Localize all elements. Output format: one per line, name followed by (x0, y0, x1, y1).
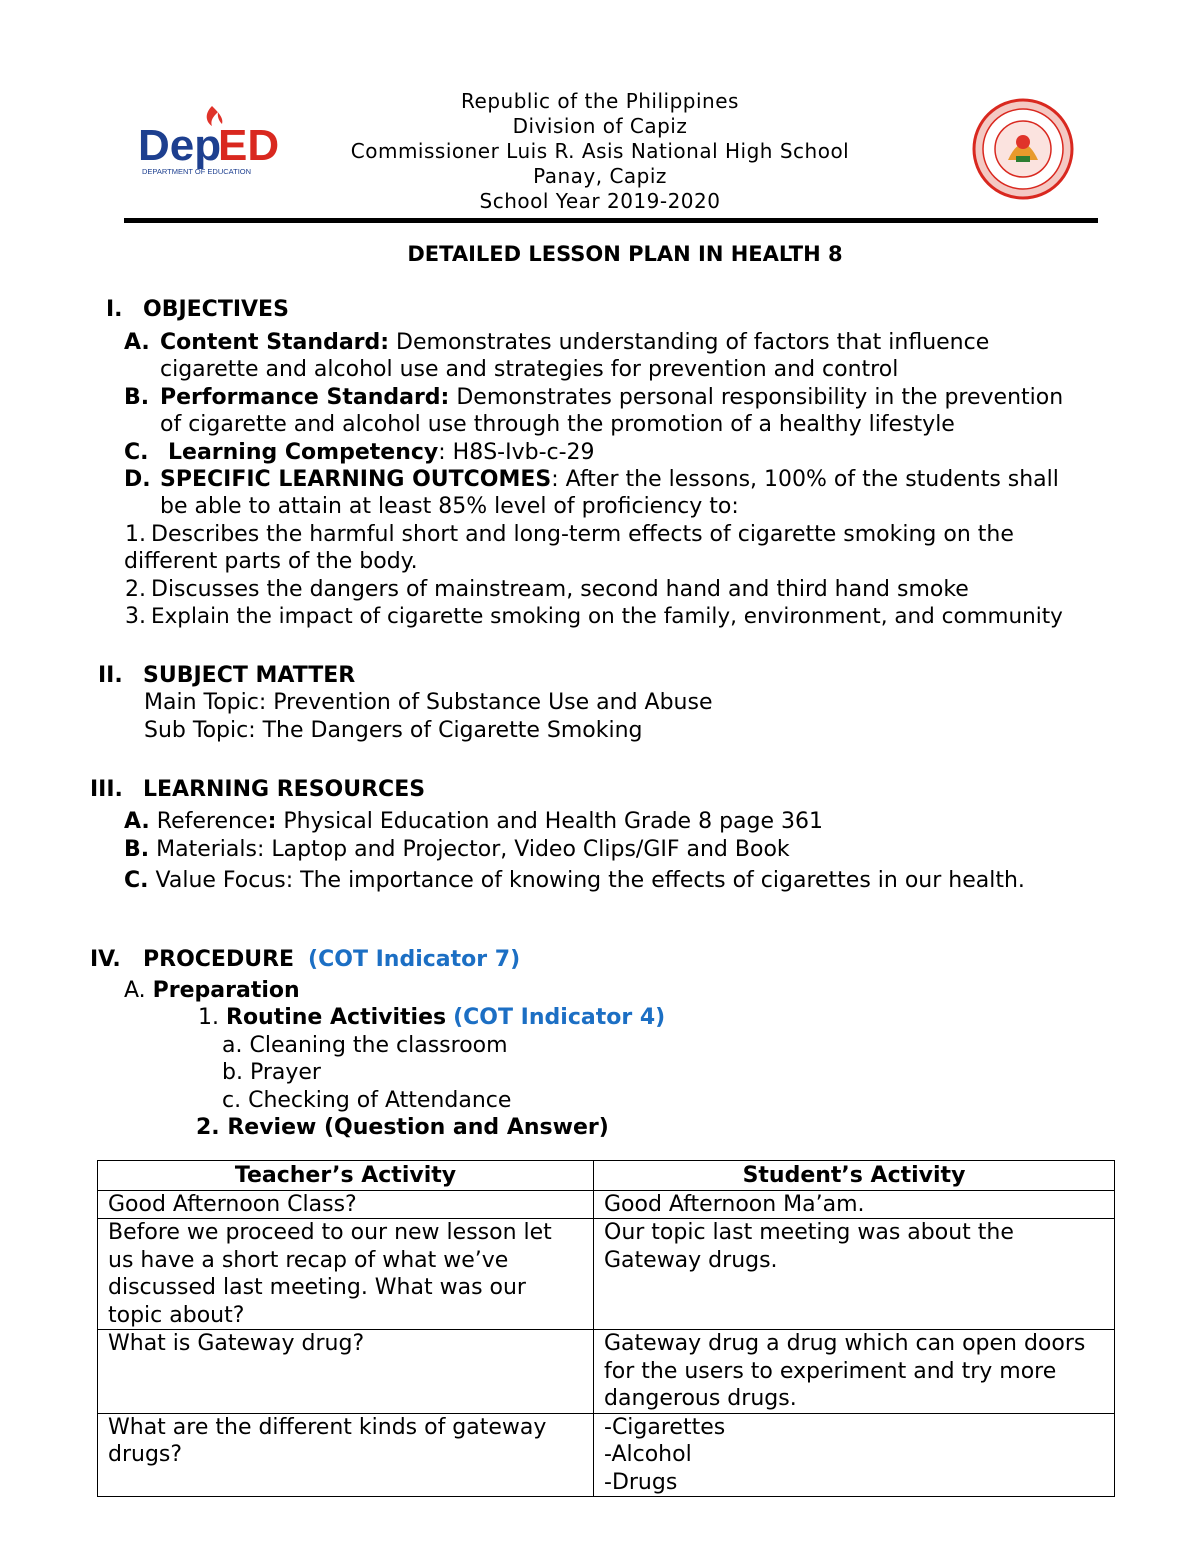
subject-matter-heading: SUBJECT MATTER (143, 663, 356, 688)
objectives-heading: OBJECTIVES (143, 297, 289, 322)
content-standard: Content Standard: Demonstrates understanding of factors that influence (160, 330, 990, 355)
content-standard-letter: A. (124, 330, 150, 355)
col-teacher-header: Teacher’s Activity (98, 1161, 594, 1191)
reference: A. Reference: Physical Education and Health Grade 8 page 361 (124, 809, 823, 834)
svg-text:ED: ED (218, 121, 280, 170)
preparation: A. Preparation (124, 978, 300, 1003)
sub-topic: Sub Topic: The Dangers of Cigarette Smoking (144, 718, 643, 743)
teacher-cell: What is Gateway drug? (98, 1330, 594, 1414)
materials: B. Materials: Laptop and Projector, Video Clips/GIF and Book (124, 837, 790, 862)
student-cell: Gateway drug a drug which can open doors for the users to experiment and try more dangerous drugs. (594, 1330, 1115, 1414)
content-standard-cont: cigarette and alcohol use and strategies for prevention and control (160, 357, 899, 382)
resources-num: III. (90, 777, 123, 802)
outcome-2-num: 2. (125, 577, 146, 602)
header-republic: Republic of the Philippines (461, 89, 739, 113)
activity-table (97, 1160, 1115, 1497)
header-school: Commissioner Luis R. Asis National High School (350, 139, 850, 163)
competency-letter: C. (124, 440, 149, 465)
routine-item-c: c. Checking of Attendance (222, 1088, 512, 1113)
header-divider (124, 218, 1098, 223)
student-cell: Our topic last meeting was about the Gateway drugs. (594, 1219, 1115, 1330)
header-school-year: School Year 2019-2020 (479, 189, 721, 213)
student-line: -Alcohol (604, 1442, 692, 1467)
learning-outcomes-cont: be able to attain at least 85% level of proficiency to: (160, 494, 739, 519)
svg-text:DEPARTMENT OF EDUCATION: DEPARTMENT OF EDUCATION (142, 167, 252, 176)
teacher-cell: Good Afternoon Class? (98, 1190, 594, 1219)
student-line: -Cigarettes (604, 1414, 726, 1440)
procedure-num: IV. (90, 947, 121, 972)
table-row (98, 1219, 1115, 1330)
main-topic: Main Topic: Prevention of Substance Use and Abuse (144, 690, 713, 715)
routine-item-a: a. Cleaning the classroom (222, 1033, 508, 1058)
outcome-1-num: 1. (125, 522, 146, 547)
teacher-cell: What are the different kinds of gateway drugs? (98, 1413, 594, 1497)
outcomes-letter: D. (124, 467, 151, 492)
outcome-1: Describes the harmful short and long-term effects of cigarette smoking on the (151, 522, 1014, 547)
outcome-2: Discusses the dangers of mainstream, second hand and third hand smoke (151, 577, 969, 602)
value-focus: C. Value Focus: The importance of knowing the effects of cigarettes in our health. (124, 868, 1025, 893)
performance-standard: Performance Standard: Demonstrates personal responsibility in the prevention (160, 385, 1064, 410)
routine-activities: 1. Routine Activities (COT Indicator 4) (198, 1005, 666, 1030)
table-row (98, 1413, 1115, 1497)
routine-item-b: b. Prayer (222, 1060, 321, 1085)
outcome-1-cont: different parts of the body. (124, 549, 418, 574)
learning-outcomes: SPECIFIC LEARNING OUTCOMES: After the lessons, 100% of the students shall (160, 467, 1059, 492)
student-cell (594, 1413, 1115, 1497)
procedure-heading: PROCEDURE (COT Indicator 7) (143, 947, 521, 972)
document-title: DETAILED LESSON PLAN IN HEALTH 8 (407, 242, 843, 266)
header-location: Panay, Capiz (533, 164, 667, 188)
table-row (98, 1190, 1115, 1219)
outcome-3: Explain the impact of cigarette smoking on the family, environment, and community (151, 604, 1063, 629)
student-line: -Drugs (604, 1469, 678, 1495)
col-student-header: Student’s Activity (594, 1161, 1115, 1191)
student-cell: Good Afternoon Ma’am. (594, 1190, 1115, 1219)
subject-matter-num: II. (98, 663, 123, 688)
header-division: Division of Capiz (512, 114, 688, 138)
resources-heading: LEARNING RESOURCES (143, 777, 426, 802)
svg-text:Dep: Dep (138, 121, 222, 170)
review-heading: 2. Review (Question and Answer) (196, 1115, 609, 1140)
objectives-num: I. (106, 297, 123, 322)
table-header-row (98, 1161, 1115, 1191)
teacher-cell: Before we proceed to our new lesson let us have a short recap of what we’ve discussed last meeting. What was our topic about? (98, 1219, 594, 1330)
performance-standard-letter: B. (124, 385, 150, 410)
performance-standard-cont: of cigarette and alcohol use through the promotion of a healthy lifestyle (160, 412, 955, 437)
outcome-3-num: 3. (125, 604, 146, 629)
table-row (98, 1330, 1115, 1414)
learning-competency: Learning Competency: H8S-Ivb-c-29 (168, 440, 595, 465)
